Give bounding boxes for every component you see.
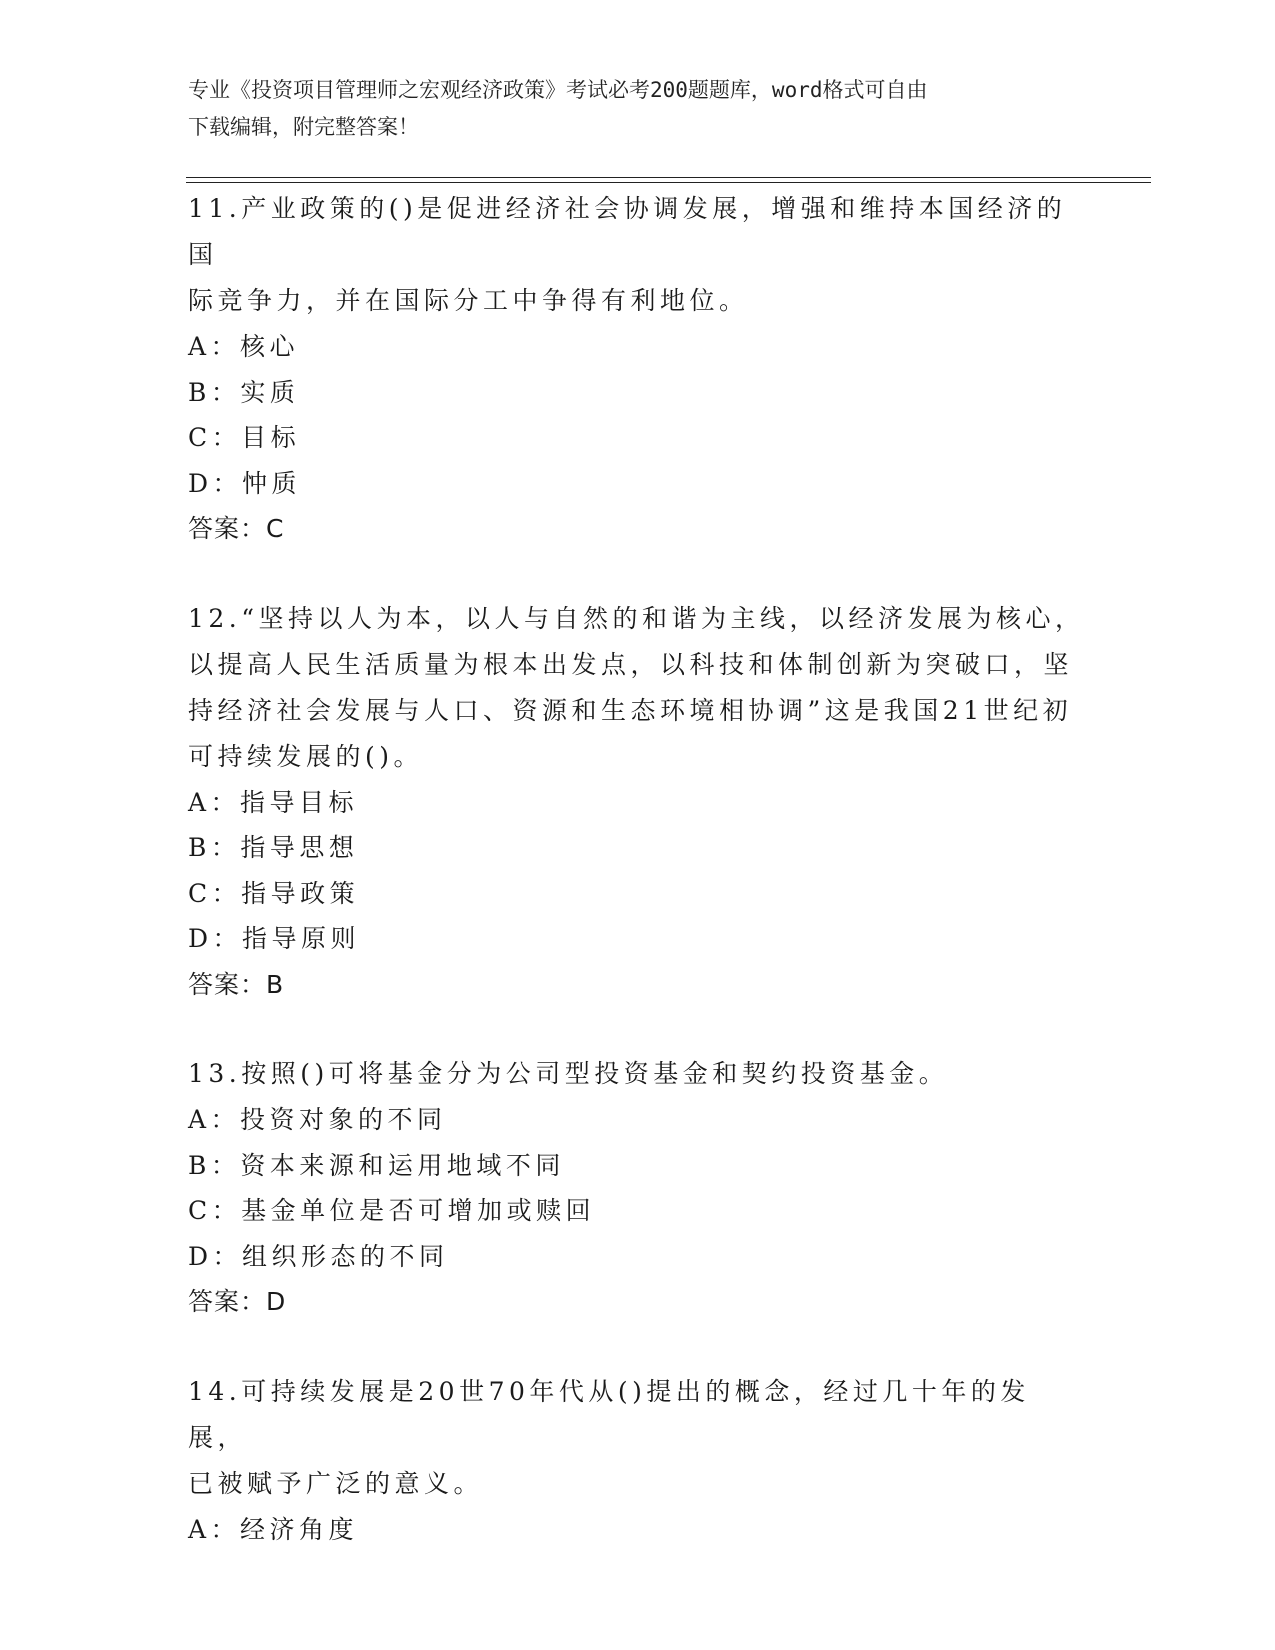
question-12 xyxy=(188,596,1088,1008)
header-divider-bottom xyxy=(186,182,1151,183)
option-b: B：指导思想 xyxy=(188,833,359,862)
option-b: B：实质 xyxy=(188,377,300,407)
question-line: 已被赋予广泛的意义。 xyxy=(188,1468,484,1498)
option-c: C：目标 xyxy=(188,423,301,452)
question-line: 14.可持续发展是20世70年代从()提出的概念，经过几十年的发展， xyxy=(188,1376,1030,1452)
answer-line: 答案：B xyxy=(188,969,285,999)
option-a: A：指导目标 xyxy=(188,787,359,817)
header-divider-top xyxy=(186,177,1151,178)
answer-line: 答案：D xyxy=(188,1287,287,1316)
question-14 xyxy=(188,1369,1088,1553)
question-line: 持经济社会发展与人口、资源和生态环境相协调”这是我国21世纪初 xyxy=(188,695,1073,725)
question-line: 以提高人民生活质量为根本出发点，以科技和体制创新为突破口，坚 xyxy=(188,649,1074,679)
question-text xyxy=(188,1369,1088,1507)
question-line: 11.产业政策的()是促进经济社会协调发展，增强和维持本国经济的国 xyxy=(188,194,1067,269)
option-c: C：基金单位是否可增加或赎回 xyxy=(188,1196,596,1225)
question-line: 可持续发展的()。 xyxy=(188,741,424,771)
option-a: A：投资对象的不同 xyxy=(188,1105,447,1134)
question-11 xyxy=(188,186,1088,552)
question-line: 12.“坚持以人为本，以人与自然的和谐为主线，以经济发展为核心， xyxy=(188,603,1085,633)
question-list xyxy=(188,186,1088,1596)
document-header xyxy=(188,72,1068,146)
option-a: A：核心 xyxy=(188,332,300,361)
option-b: B：资本来源和运用地域不同 xyxy=(188,1150,565,1180)
option-d: D：指导原则 xyxy=(188,924,361,953)
option-d: D：忡质 xyxy=(188,468,302,498)
header-line-2: 下载编辑，附完整答案！ xyxy=(188,115,419,139)
question-line: 际竞争力，并在国际分工中争得有利地位。 xyxy=(188,286,749,315)
answer-line: 答案：C xyxy=(188,514,285,543)
option-d: D：组织形态的不同 xyxy=(188,1241,449,1271)
question-text xyxy=(188,1051,1088,1097)
question-text xyxy=(188,596,1088,780)
question-line: 13.按照()可将基金分为公司型投资基金和契约投资基金。 xyxy=(188,1059,949,1088)
question-13 xyxy=(188,1051,1088,1325)
option-a: A：经济角度 xyxy=(188,1514,359,1544)
header-line-1: 专业《投资项目管理师之宏观经济政策》考试必考200题题库，word格式可自由 xyxy=(188,78,928,102)
question-text xyxy=(188,186,1088,324)
option-c: C：指导政策 xyxy=(188,878,360,908)
